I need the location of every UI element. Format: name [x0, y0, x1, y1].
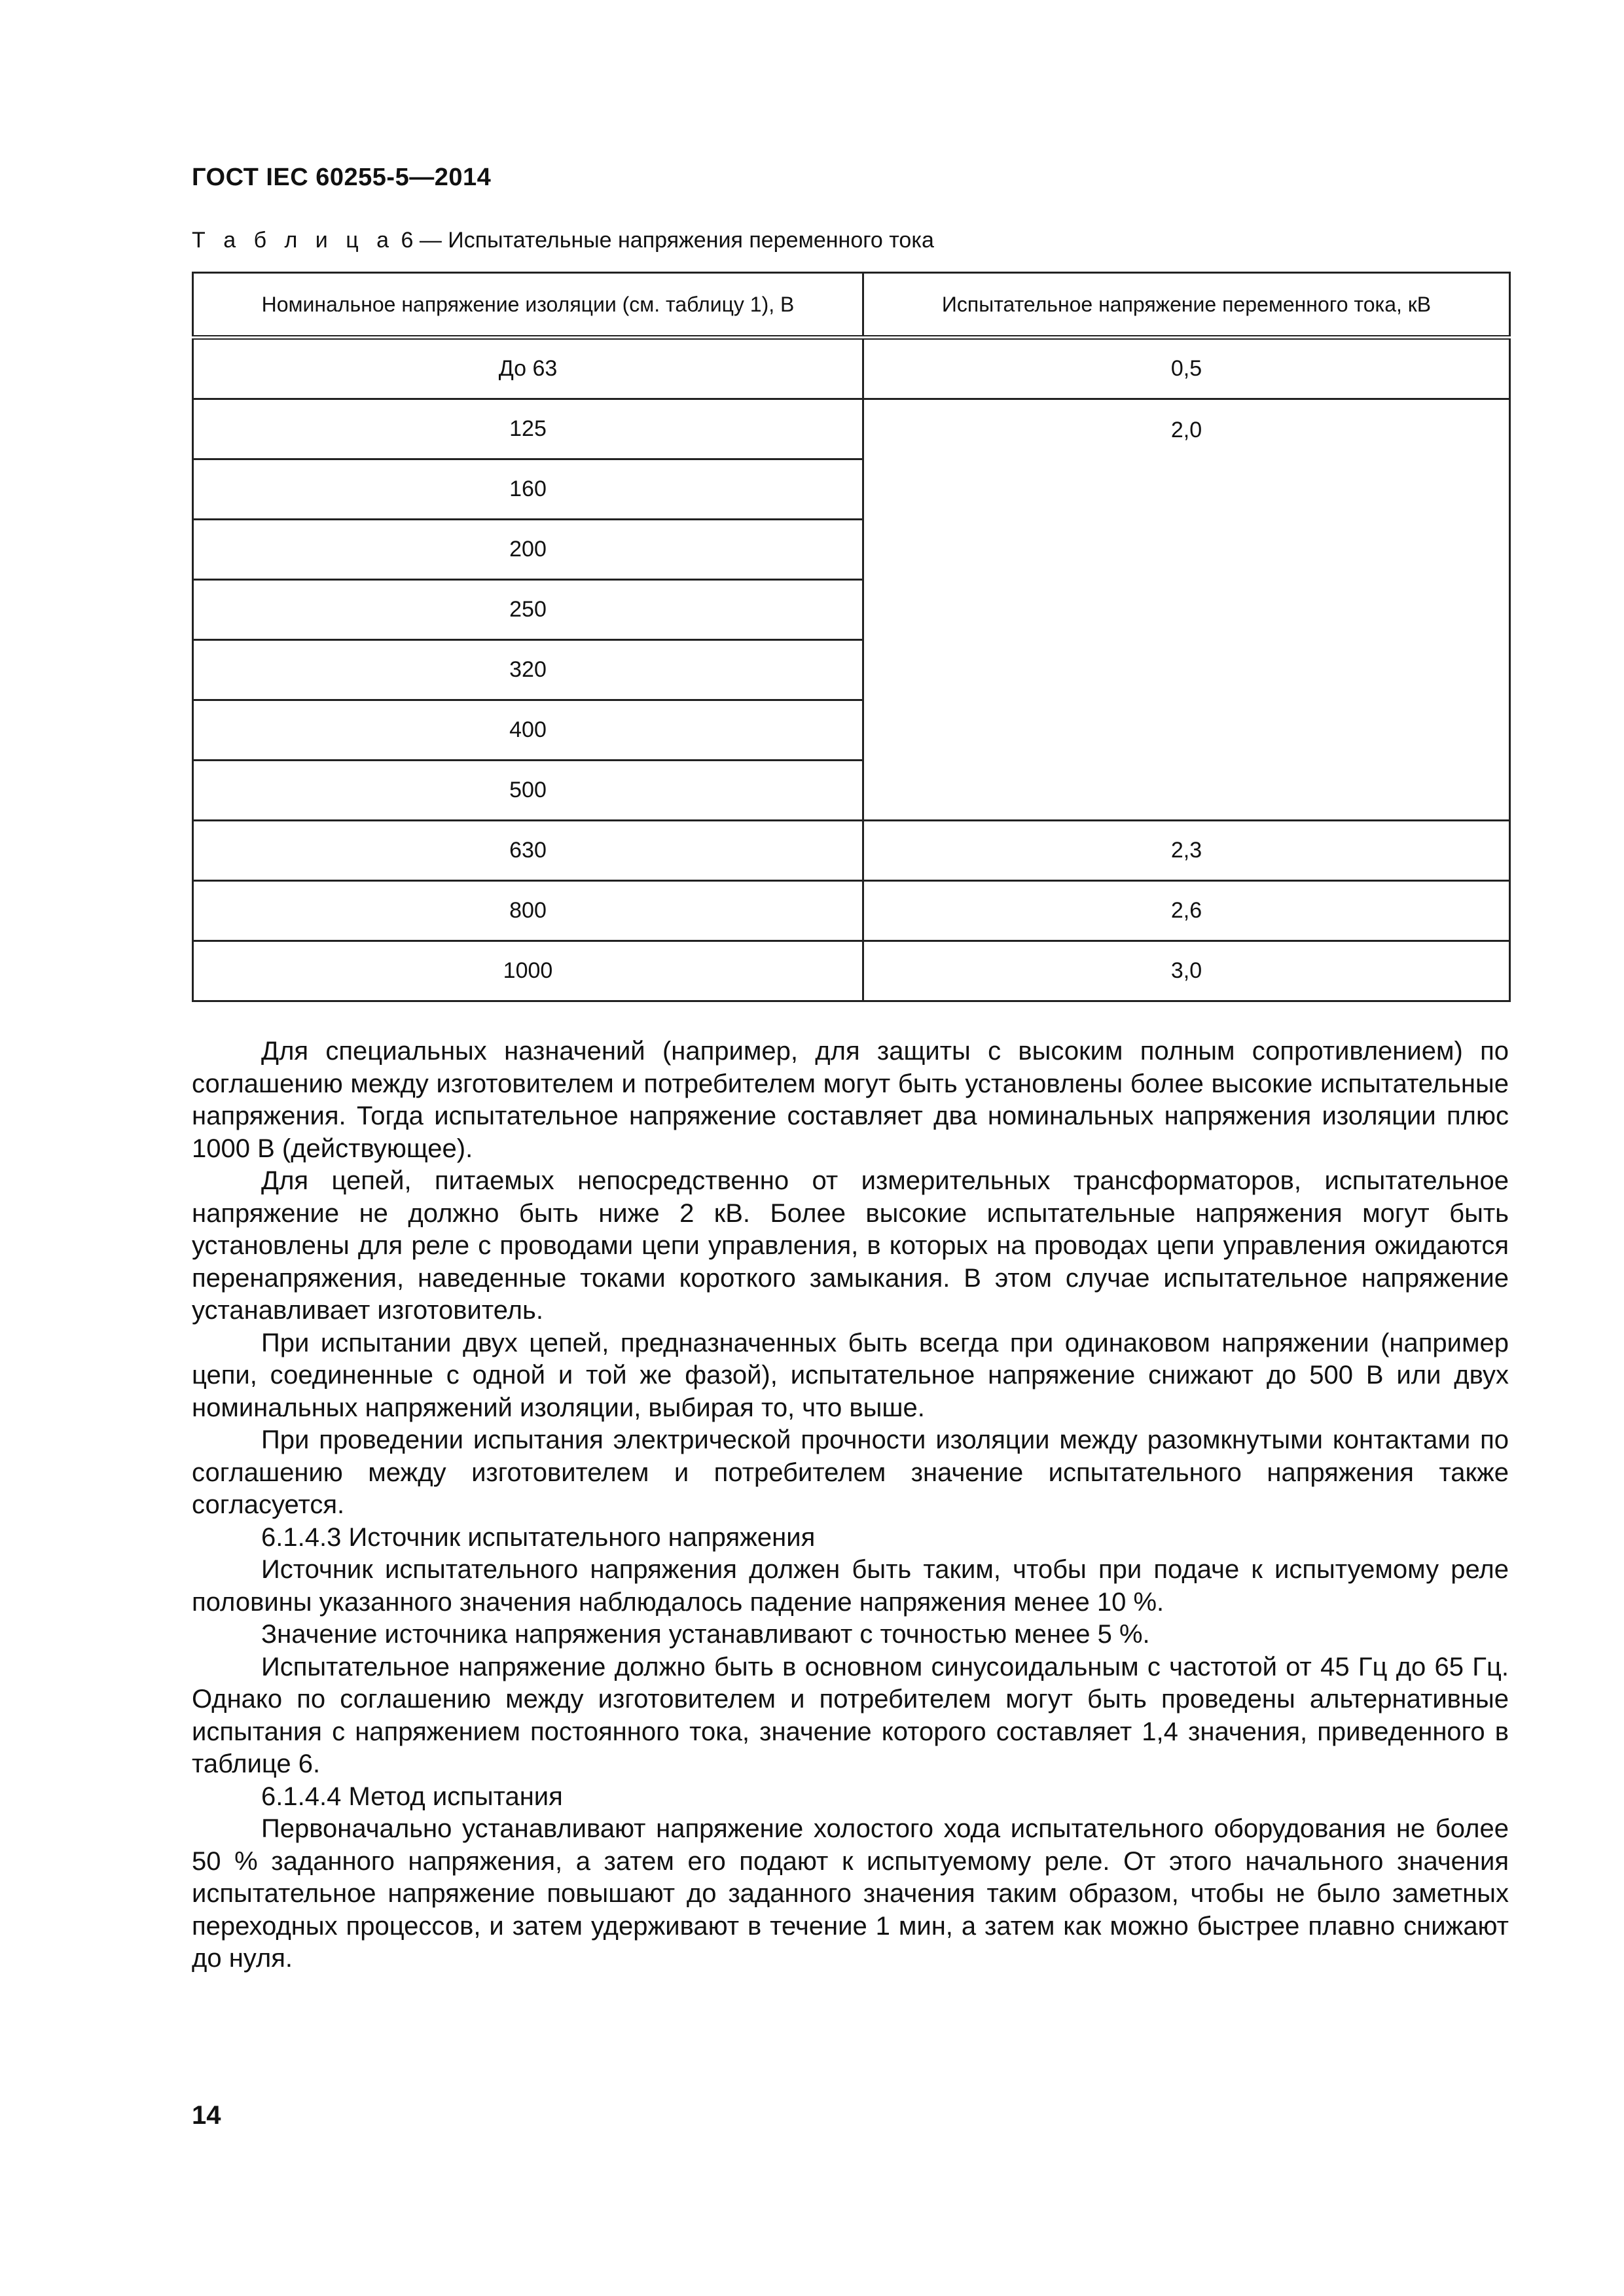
table-caption: [192, 228, 934, 253]
nominal-voltage-cell: 800: [193, 881, 863, 941]
table-row: [193, 338, 1510, 399]
test-voltage-table: [192, 272, 1511, 1002]
paragraph-source-accuracy: Значение источника напряжения устанавливают с точностью менее 5 %.: [261, 1620, 1150, 1649]
nominal-voltage-cell: 160: [193, 459, 863, 520]
nominal-voltage-cell: 500: [193, 761, 863, 821]
table-header-row: [193, 273, 1510, 338]
paragraph-measuring-transformers: Для цепей, питаемых непосредственно от измерительных трансформаторов, испытательное напряжение не должно быть ниже 2 кВ. Более высокие испытательные напряжения могут быть установлены для реле с проводами цепи управления, в которых на проводах цепи управления ожидаются перенапряжения, наведенные токами короткого замыкания. В этом случае испытательное напряжение устанавливает изготовитель.: [192, 1166, 1509, 1325]
table-caption-title: 6 — Испытательные напряжения переменного тока: [395, 228, 934, 253]
column-header-test-voltage: Испытательное напряжение переменного тока, кВ: [863, 273, 1510, 338]
paragraph-open-contacts: При проведении испытания электрической прочности изоляции между разомкнутыми контактами по соглашению между изготовителем и потребителем значение испытательного напряжения также согласуется.: [192, 1426, 1509, 1519]
section-heading-6-1-4-3: 6.1.4.3 Источник испытательного напряжения: [261, 1522, 816, 1552]
column-header-nominal-voltage: Номинальное напряжение изоляции (см. таблицу 1), В: [193, 273, 863, 338]
test-voltage-cell: 2,3: [863, 821, 1510, 881]
paragraph-special-purposes: Для специальных назначений (например, для защиты с высоким полным сопротивлением) по соглашению между изготовителем и потребителем могут быть установлены более высокие испытательные напряжения. Тогда испытательное напряжение составляет два номинальных напряжения изоляции плюс 1000 В (действующее).: [192, 1037, 1509, 1163]
table-row: [193, 821, 1510, 881]
paragraph-source-requirements: Источник испытательного напряжения должен быть таким, чтобы при подаче к испытуемому реле половины указанного значения наблюдалось падение напряжения менее 10 %.: [192, 1555, 1509, 1617]
test-voltage-cell: 2,0: [863, 399, 1510, 821]
test-voltage-cell: 2,6: [863, 881, 1510, 941]
nominal-voltage-cell: 125: [193, 399, 863, 459]
table-caption-label: Т а б л и ц а: [192, 228, 395, 253]
test-voltage-cell: 0,5: [863, 338, 1510, 399]
paragraph-test-method: Первоначально устанавливают напряжение холостого хода испытательного оборудования не более 50 % заданного напряжения, а затем его подают к испытуемому реле. От этого начального значения испытательное напряжение повышают до заданного значения таким образом, чтобы не было заметных переходных процессов, и затем удерживают в течение 1 мин, а затем как можно быстрее плавно снижают до нуля.: [192, 1814, 1509, 1973]
nominal-voltage-cell: 250: [193, 580, 863, 640]
paragraph-waveform: Испытательное напряжение должно быть в основном синусоидальным с частотой от 45 Гц до 65 Гц. Однако по соглашению между изготовителем и потребителем могут быть проведены альтернативные испытания с напряжением постоянного тока, значение которого составляет 1,4 значения, приведенного в таблице 6.: [192, 1652, 1509, 1778]
nominal-voltage-cell: 630: [193, 821, 863, 881]
nominal-voltage-cell: 320: [193, 640, 863, 700]
page-number: 14: [192, 2101, 221, 2130]
table-row: [193, 941, 1510, 1001]
test-voltage-cell: 3,0: [863, 941, 1510, 1001]
section-heading-6-1-4-4: 6.1.4.4 Метод испытания: [261, 1782, 563, 1811]
nominal-voltage-cell: До 63: [193, 338, 863, 399]
nominal-voltage-cell: 400: [193, 700, 863, 761]
document-code: ГОСТ IEC 60255-5—2014: [192, 164, 492, 191]
nominal-voltage-cell: 200: [193, 520, 863, 580]
table-row: [193, 399, 1510, 459]
paragraph-two-circuits: При испытании двух цепей, предназначенных быть всегда при одинаковом напряжении (например цепи, соединенные с одной и той же фазой), испытательное напряжение снижают до 500 В или двух номинальных напряжений изоляции, выбирая то, что выше.: [192, 1328, 1509, 1422]
table-row: [193, 881, 1510, 941]
nominal-voltage-cell: 1000: [193, 941, 863, 1001]
body-text: [192, 1035, 1509, 1975]
